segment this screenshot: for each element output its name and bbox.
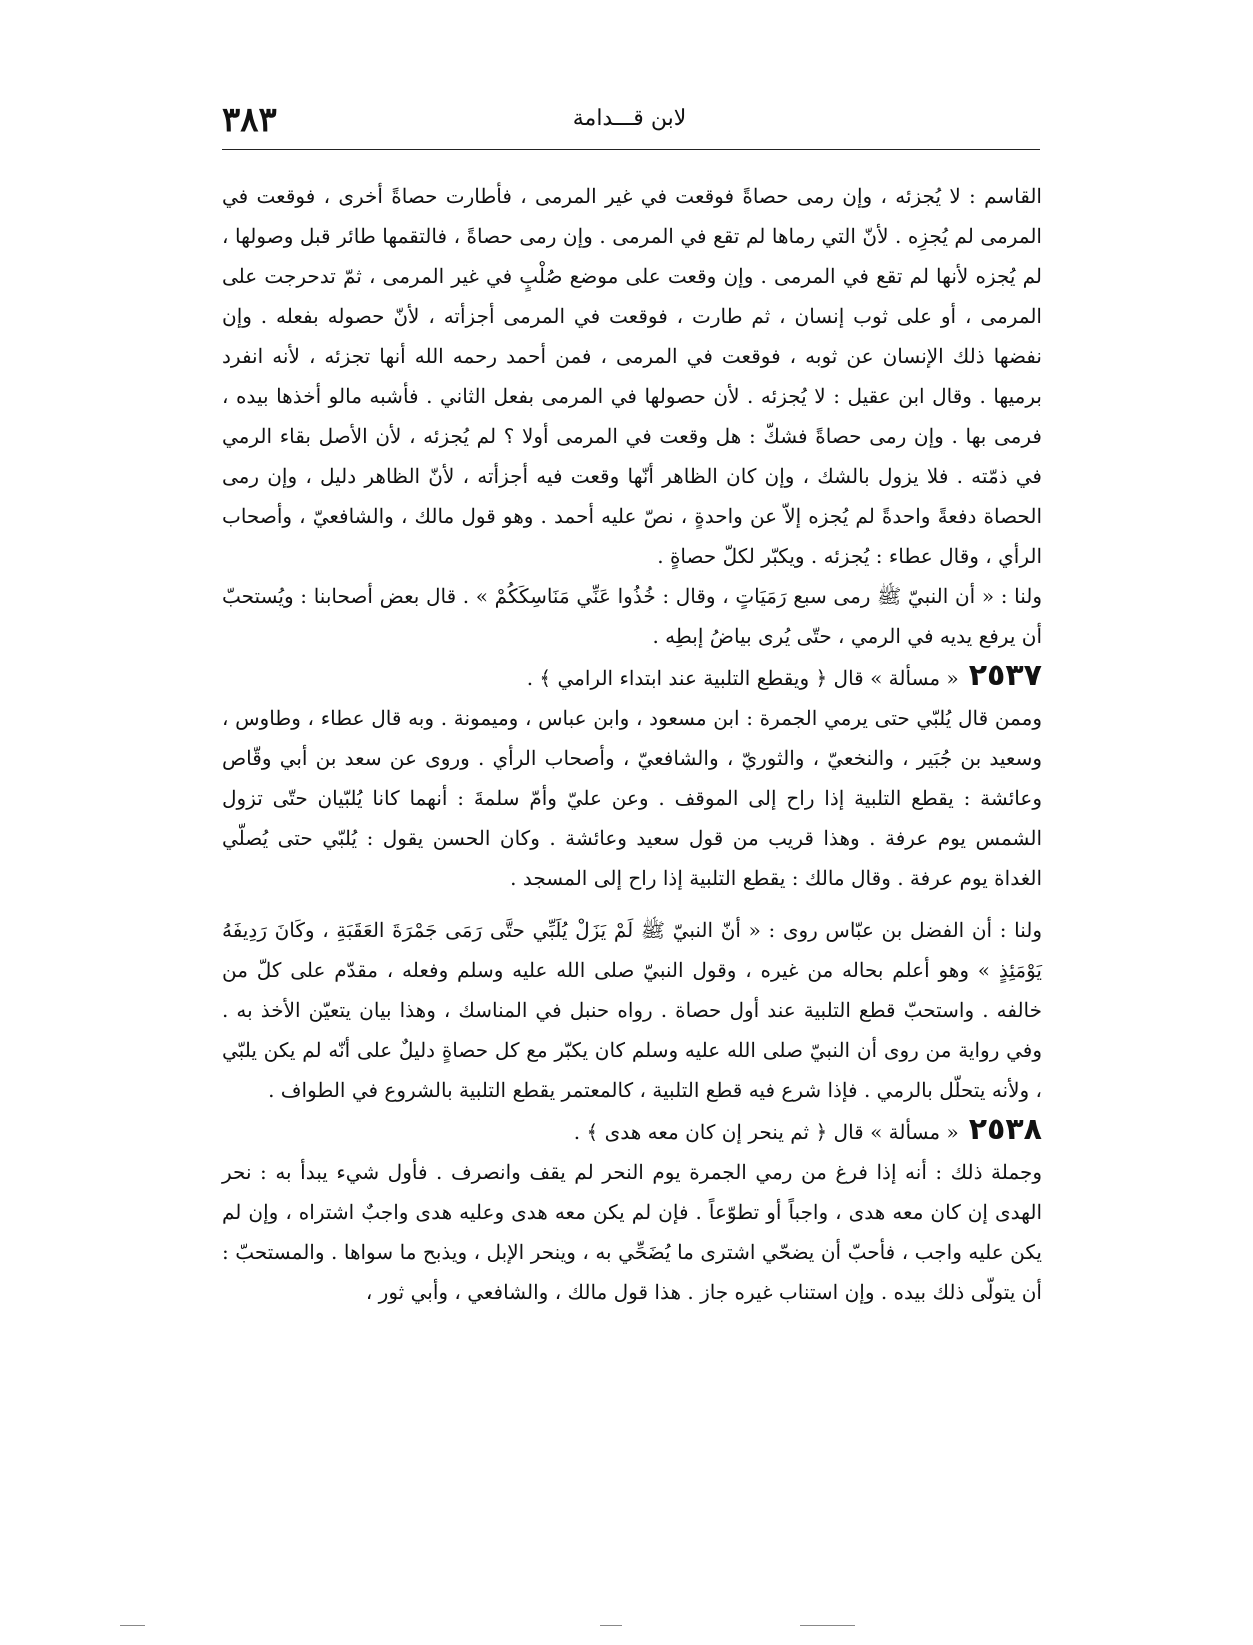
running-title: لابن قـــدامة — [572, 106, 687, 131]
paragraph: ولنا : « أن النبيّ ﷺ رمى سبع رَمَيَاتٍ ، وقال : خُذُوا عَنِّي مَنَاسِكَكُمْ » . قال بعض أصحابنا : ويُستحبّ أن يرفع يديه في الرمي ، حتّى يُرى بياضُ إبطِه . — [222, 584, 1042, 648]
footer-mark — [800, 1625, 855, 1626]
paragraph: وجملة ذلك : أنه إذا فرغ من رمي الجمرة يوم النحر لم يقف وانصرف . فأول شيء يبدأ به : نحر الهدى إن كان معه هدى ، واجباً أو تطوّعاً . فإن لم يكن معه هدى وعليه هدى واجبٌ اشتراه ، وإن لم يكن عليه واجب ، فأحبّ أن يضحّي اشترى ما يُضَحِّي به ، وينحر الإبل ، ويذبح ما سواها . والمستحبّ : أن يتولّى ذلك بيده . وإن استناب غيره جاز . هذا قول مالك ، والشافعي ، وأبي ثور ، — [222, 1160, 1042, 1304]
issue-text: « مسألة » قال ﴿ ثم ينحر إن كان معه هدى ﴾ . — [573, 1120, 959, 1144]
issue-number: ٢٥٣٧ — [968, 658, 1042, 693]
paragraph-gap — [222, 898, 1042, 910]
page-number: ٣٨٣ — [222, 100, 277, 140]
footer-mark — [120, 1625, 145, 1626]
footer-marks — [0, 1625, 1253, 1629]
issue-number: ٢٥٣٨ — [968, 1112, 1042, 1147]
paragraph: ولنا : أن الفضل بن عبّاس روى : « أنّ النبيّ ﷺ لَمْ يَزَلْ يُلَبِّي حتَّى رَمَى جَمْرَةَ العَقَبَةِ ، وكَانَ رَدِيفَهُ يَوْمَئِذٍ » وهو أعلم بحاله من غيره ، وقول النبيّ صلى الله عليه وسلم وفعله ، مقدّم على كلّ من خالفه . واستحبّ قطع التلبية عند أول حصاة . رواه حنبل في المناسك ، وهذا بيان يتعيّن الأخذ به . وفي رواية من روى أن النبيّ صلى الله عليه وسلم كان يكبّر مع كل حصاةٍ دليلٌ على أنّه لم يكن يلبّي ، ولأنه يتحلّل بالرمي . فإذا شرع فيه قطع التلبية ، كالمعتمر يقطع التلبية بالشروع في الطواف . — [222, 918, 1042, 1102]
paragraph: القاسم : لا يُجزئه ، وإن رمى حصاةً فوقعت في غير المرمى ، فأطارت حصاةً أخرى ، فوقعت في المرمى لم يُجزِه . لأنّ التي رماها لم تقع في المرمى . وإن رمى حصاةً ، فالتقمها طائر قبل وصولها ، لم يُجزه لأنها لم تقع في المرمى . وإن وقعت على موضع صُلْبٍ في غير المرمى ، ثمّ تدحرجت على المرمى ، أو على ثوب إنسان ، ثم طارت ، فوقعت في المرمى أجزأته ، لأنّ حصوله بفعله . وإن نفضها ذلك الإنسان عن ثوبه ، فوقعت في المرمى ، فمن أحمد رحمه الله أنها تجزئه ، لأنه انفرد برميها . وقال ابن عقيل : لا يُجزئه . لأن حصولها في المرمى بفعل الثاني . فأشبه مالو أخذها بيده ، فرمى بها . وإن رمى حصاةً فشكّ : هل وقعت في المرمى أولا ؟ لم يُجزئه ، لأن الأصل بقاء الرمي في ذمّته . فلا يزول بالشك ، وإن كان الظاهر أنّها وقعت فيه أجزأته ، لأنّ الظاهر دليل ، وإن رمى الحصاة دفعةً واحدةً لم يُجزه إلاّ عن واحدةٍ ، نصّ عليه أحمد . وهو قول مالك ، والشافعيّ ، وأصحاب الرأي ، وقال عطاء : يُجزئه . ويكبّر لكلّ حصاةٍ . — [222, 184, 1042, 568]
issue-heading — [222, 656, 1042, 698]
issue-heading — [222, 1110, 1042, 1152]
footer-mark — [600, 1625, 622, 1626]
issue-text: « مسألة » قال ﴿ ويقطع التلبية عند ابتداء الرامي ﴾ . — [526, 666, 959, 690]
paragraph: وممن قال يُلبّي حتى يرمي الجمرة : ابن مسعود ، وابن عباس ، وميمونة . وبه قال عطاء ، وطاوس ، وسعيد بن جُبَير ، والنخعيّ ، والثوريّ ، والشافعيّ ، وأصحاب الرأي . وروى عن سعد بن أبي وقّاص وعائشة : يقطع التلبية إذا راح إلى الموقف . وعن عليّ وأمّ سلمةَ : أنهما كانا يُلبّيان حتّى تزول الشمس يوم عرفة . وهذا قريب من قول سعيد وعائشة . وكان الحسن يقول : يُلبّي حتى يُصلّي الغداة يوم عرفة . وقال مالك : يقطع التلبية إذا راح إلى المسجد . — [222, 706, 1042, 890]
header-rule — [222, 149, 1040, 150]
document-body — [222, 176, 1042, 1312]
page-header — [222, 100, 1037, 140]
